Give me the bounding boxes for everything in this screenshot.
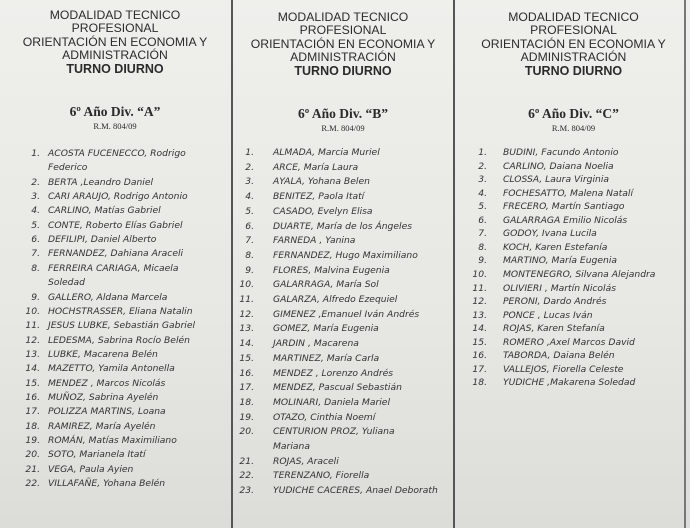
student-name: MONTENEGRO, Silvana Alejandra — [503, 268, 656, 280]
student-number: 18. — [472, 377, 487, 389]
student-number: 16. — [472, 350, 487, 362]
student-name: MAZETTO, Yamila Antonella — [48, 363, 175, 375]
student-name: CARLINO, Daiana Noelia — [503, 160, 614, 172]
resolution-number: R.M. 804/09 — [93, 121, 137, 132]
student-number: 2. — [478, 160, 487, 172]
student-name: FOCHESATTO, Malena Natalí — [503, 187, 633, 199]
student-name: GIMENEZ ,Emanuel Iván Andrés — [273, 308, 420, 320]
student-name: DUARTE, María de los Ángeles — [273, 220, 413, 232]
header-orientacion: ORIENTACIÓN EN ECONOMIA Y — [22, 34, 208, 49]
student-number: 21. — [25, 463, 40, 475]
student-name: JESUS LUBKE, Sebastián Gabriel — [48, 320, 196, 332]
student-number: 19. — [25, 435, 40, 446]
student-name-cont: Federico — [48, 162, 88, 174]
student-number: 10. — [239, 279, 254, 291]
division-title: 6º Año Div. “A” — [69, 104, 161, 120]
student-number: 18. — [25, 420, 40, 432]
student-name: PERONI, Dardo Andrés — [503, 296, 607, 308]
student-number: 9. — [245, 264, 254, 276]
student-name: GALARZA, Alfredo Ezequiel — [273, 294, 398, 305]
student-number: 4. — [245, 191, 254, 203]
student-name: CLOSSA, Laura Virginia — [503, 174, 610, 186]
student-name: ROJAS, Karen Stefanía — [503, 323, 605, 335]
student-number: 2. — [31, 176, 40, 188]
student-number: 17. — [25, 406, 40, 418]
student-name: MUÑOZ, Sabrina Ayelén — [48, 391, 159, 403]
student-name: CARLINO, Matías Gabriel — [48, 205, 161, 217]
student-number: 5. — [478, 201, 487, 213]
column-header — [233, 11, 453, 78]
student-number: 22. — [25, 478, 40, 490]
student-number: 15. — [25, 377, 40, 389]
student-name: OLIVIERI , Martín Nicolás — [503, 282, 617, 294]
student-name: VEGA, Paula Ayien — [48, 463, 134, 475]
student-number: 9. — [478, 255, 487, 267]
student-name: ROMÁN, Matías Maximiliano — [48, 435, 177, 446]
student-number: 7. — [31, 248, 40, 260]
student-number: 15. — [472, 336, 487, 348]
header-turno: TURNO DIURNO — [66, 61, 164, 76]
student-number: 4. — [478, 187, 487, 199]
student-number: 1. — [478, 147, 487, 158]
student-name: ACOSTA FUCENECCO, Rodrigo — [48, 148, 186, 159]
student-name: LEDESMA, Sabrina Rocío Belén — [48, 334, 190, 346]
student-name: MARTINO, María Eugenia — [503, 255, 618, 267]
student-number: 14. — [25, 363, 40, 375]
student-name: YUDICHE ,Makarena Soledad — [503, 377, 636, 389]
student-number: 6. — [478, 214, 487, 226]
student-name: KOCH, Karen Estefanía — [503, 241, 608, 253]
column-div-a — [0, 0, 230, 528]
student-name: VALLEJOS, Fiorella Celeste — [503, 363, 624, 375]
student-number: 14. — [239, 338, 254, 350]
header-orientacion: ORIENTACIÓN EN ECONOMIA Y — [481, 36, 666, 51]
student-number: 8. — [478, 241, 487, 253]
student-number: 10. — [472, 268, 487, 280]
student-number: 7. — [245, 235, 254, 247]
header-administracion: ADMINISTRACIÓN — [62, 48, 168, 63]
student-name: CARI ARAUJO, Rodrigo Antonio — [48, 191, 188, 203]
student-name: ROMERO ,Axel Marcos David — [503, 336, 635, 348]
student-name: MENDEZ , Lorenzo Andrés — [273, 367, 394, 379]
student-number: 23. — [239, 485, 254, 497]
student-name: SOTO, Marianela Itatí — [48, 449, 146, 461]
student-number: 11. — [239, 294, 254, 305]
header-modalidad: MODALIDAD TECNICO — [49, 8, 181, 22]
resolution-number: R.M. 804/09 — [321, 123, 365, 134]
student-name: TABORDA, Daiana Belén — [503, 350, 615, 362]
student-name: FERREIRA CARIAGA, Micaela — [48, 262, 179, 274]
student-name: MENDEZ, Pascual Sebastián — [273, 382, 402, 394]
student-name-cont: Soledad — [48, 277, 85, 289]
student-name: FERNANDEZ, Hugo Maximiliano — [273, 249, 418, 261]
student-name: TERENZANO, Fiorella — [273, 470, 370, 482]
student-name: MARTINEZ, María Carla — [273, 352, 380, 364]
column-div-c — [453, 0, 690, 528]
student-number: 20. — [239, 426, 254, 438]
division-title: 6º Año Div. “B” — [298, 106, 388, 122]
student-number: 22. — [239, 470, 254, 482]
student-number: 21. — [239, 455, 254, 467]
student-name: FRECERO, Martín Santiago — [503, 201, 625, 213]
student-name-cont: Mariana — [273, 441, 310, 452]
student-number: 12. — [472, 296, 487, 308]
student-name: CASADO, Evelyn Elisa — [273, 205, 373, 217]
student-number: 17. — [472, 363, 487, 375]
student-number: 12. — [239, 308, 254, 320]
student-number: 11. — [472, 282, 487, 294]
student-number: 3. — [31, 191, 40, 203]
student-number: 18. — [239, 396, 254, 408]
student-number: 5. — [245, 205, 254, 217]
division-title: 6º Año Div. “C” — [528, 106, 619, 122]
student-number: 5. — [31, 219, 40, 231]
student-number: 16. — [25, 391, 40, 403]
student-name: MOLINARI, Daniela Mariel — [273, 396, 391, 408]
student-name: BUDINI, Facundo Antonio — [503, 147, 619, 158]
header-modalidad: MODALIDAD TECNICO — [277, 10, 409, 24]
student-name: JARDIN , Macarena — [273, 338, 359, 350]
column-div-b — [231, 0, 453, 528]
student-name: FARNEDA , Yanina — [273, 235, 356, 247]
student-number: 13. — [472, 309, 487, 321]
student-name: CONTE, Roberto Elías Gabriel — [48, 219, 183, 231]
header-profesional: PROFESIONAL — [299, 23, 387, 38]
student-name: HOCHSTRASSER, Eliana Natalin — [48, 305, 193, 317]
student-number: 17. — [239, 382, 254, 394]
student-name: ARCE, María Laura — [273, 161, 359, 173]
student-name: BERTA ,Leandro Daniel — [48, 176, 154, 188]
student-number: 6. — [245, 220, 254, 232]
student-name: CENTURION PROZ, Yuliana — [273, 426, 395, 438]
student-number: 15. — [239, 352, 254, 364]
student-number: 13. — [25, 348, 40, 360]
student-name: GALARRAGA, María Sol — [273, 279, 379, 291]
student-name: LUBKE, Macarena Belén — [48, 348, 158, 360]
student-name: ROJAS, Araceli — [273, 455, 339, 467]
column-header — [455, 11, 690, 78]
student-name: POLIZZA MARTINS, Loana — [48, 406, 166, 418]
student-number: 16. — [239, 367, 254, 379]
student-name: BENITEZ, Paola Itatí — [273, 191, 365, 203]
student-name: PONCE , Lucas Iván — [503, 309, 593, 321]
student-name: FLORES, Malvina Eugenia — [273, 264, 390, 276]
student-name: VILLAFAÑE, Yohana Belén — [48, 478, 166, 490]
student-number: 8. — [31, 262, 40, 274]
student-name: DEFILIPI, Daniel Alberto — [48, 234, 157, 246]
student-number: 12. — [25, 334, 40, 346]
student-name: YUDICHE CACERES, Anael Deborath — [273, 485, 438, 497]
header-profesional: PROFESIONAL — [71, 21, 159, 36]
student-name: FERNANDEZ, Dahiana Araceli — [48, 248, 184, 260]
student-number: 20. — [25, 449, 40, 461]
student-number: 14. — [472, 323, 487, 335]
student-number: 13. — [239, 323, 254, 335]
student-number: 8. — [245, 249, 254, 261]
resolution-number: R.M. 804/09 — [551, 123, 596, 134]
header-turno: TURNO DIURNO — [524, 63, 623, 78]
student-name: GALLERO, Aldana Marcela — [48, 291, 168, 303]
column-header — [0, 9, 230, 76]
header-orientacion: ORIENTACIÓN EN ECONOMIA Y — [250, 36, 436, 51]
student-number: 2. — [245, 161, 254, 173]
student-number: 19. — [239, 411, 254, 423]
student-number: 10. — [25, 305, 40, 317]
header-administracion: ADMINISTRACIÓN — [290, 50, 396, 65]
header-modalidad: MODALIDAD TECNICO — [508, 10, 639, 24]
student-name: MENDEZ , Marcos Nicolás — [48, 377, 166, 389]
student-number: 4. — [31, 205, 40, 217]
student-name: ALMADA, Marcia Muriel — [273, 147, 380, 158]
student-number: 1. — [245, 147, 254, 158]
student-number: 11. — [25, 320, 40, 332]
student-number: 7. — [478, 228, 487, 240]
student-name: RAMIREZ, María Ayelén — [48, 420, 156, 432]
student-name: OTAZO, Cinthia Noemí — [273, 411, 376, 423]
header-profesional: PROFESIONAL — [530, 23, 617, 38]
student-number: 1. — [31, 148, 40, 159]
student-number: 3. — [478, 174, 487, 186]
student-number: 3. — [245, 176, 254, 188]
header-administracion: ADMINISTRACIÓN — [520, 50, 627, 65]
student-name: GALARRAGA Emilio Nicolás — [503, 214, 628, 226]
student-name: GODOY, Ivana Lucila — [503, 228, 597, 240]
student-name: AYALA, Yohana Belen — [273, 176, 370, 188]
student-number: 9. — [31, 291, 40, 303]
student-number: 6. — [31, 234, 40, 246]
header-turno: TURNO DIURNO — [294, 63, 392, 78]
student-name: GOMEZ, María Eugenia — [273, 323, 379, 335]
